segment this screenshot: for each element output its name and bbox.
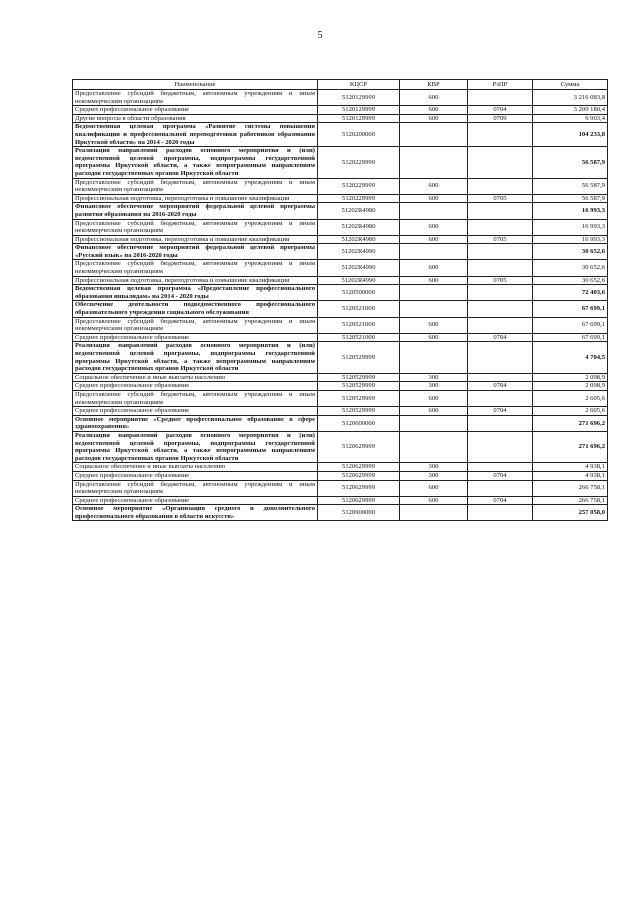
cell-rzpr xyxy=(468,203,533,219)
cell-kvr: 600 xyxy=(400,106,468,115)
cell-name: Реализация направлений расходов основного мероприятия и (или) ведомственной целевой программы, подпрограммы государственной программы Иркутской области, а также непрограммным направлениям расходов государственных органов Иркутской области xyxy=(73,147,318,178)
table-row xyxy=(73,480,608,496)
cell-rzpr xyxy=(468,342,533,373)
cell-sum: 56 587,9 xyxy=(533,147,608,178)
cell-kvr: 600 xyxy=(400,496,468,505)
cell-name: Финансовое обеспечение мероприятий федеральной целевой программы «Русский язык» на 2016-2020 годы xyxy=(73,244,318,260)
cell-kvr: 600 xyxy=(400,480,468,496)
cell-sum: 6 903,4 xyxy=(533,114,608,123)
cell-name: Предоставление субсидий бюджетным, автономным учреждениям и иным некоммерческим организациям xyxy=(73,260,318,276)
header-rzpr: РзПР xyxy=(468,80,533,90)
cell-name: Предоставление субсидий бюджетным, автономным учреждениям и иным некоммерческим организациям xyxy=(73,90,318,106)
cell-kcsr: 51202R4980 xyxy=(318,235,400,244)
cell-kcsr: 51202R4990 xyxy=(318,260,400,276)
cell-kvr xyxy=(400,244,468,260)
table-row xyxy=(73,505,608,521)
cell-name: Среднее профессиональное образование xyxy=(73,471,318,480)
cell-kcsr: 5120521000 xyxy=(318,317,400,333)
table-row xyxy=(73,123,608,147)
cell-sum: 67 699,1 xyxy=(533,301,608,317)
cell-name: Предоставление субсидий бюджетным, автономным учреждениям и иным некоммерческим организациям xyxy=(73,178,318,194)
cell-sum: 16 993,3 xyxy=(533,235,608,244)
cell-kvr: 300 xyxy=(400,373,468,382)
cell-name: Финансовое обеспечение мероприятий федеральной целевой программы развития образования на 2016-2020 годы xyxy=(73,203,318,219)
cell-kcsr: 5120600000 xyxy=(318,415,400,431)
cell-kcsr: 5120521000 xyxy=(318,301,400,317)
cell-kcsr: 5120521000 xyxy=(318,333,400,342)
cell-name: Профессиональная подготовка, переподготовка и повышение квалификации xyxy=(73,235,318,244)
table-row xyxy=(73,276,608,285)
cell-kvr: 600 xyxy=(400,390,468,406)
cell-kvr xyxy=(400,301,468,317)
cell-rzpr xyxy=(468,373,533,382)
cell-name: Реализация направлений расходов основного мероприятия и (или) ведомственной целевой программы, подпрограммы государственной программы Иркутской области, а также непрограммным направлениям расходов государственных органов Иркутской области xyxy=(73,431,318,462)
cell-kcsr: 5120229999 xyxy=(318,178,400,194)
table-row xyxy=(73,496,608,505)
cell-kcsr: 51202R4990 xyxy=(318,276,400,285)
cell-kvr: 300 xyxy=(400,382,468,391)
cell-sum: 2 605,6 xyxy=(533,407,608,416)
table-row xyxy=(73,415,608,431)
cell-kvr: 600 xyxy=(400,276,468,285)
cell-kcsr: 5120229999 xyxy=(318,147,400,178)
cell-kcsr: 5120129999 xyxy=(318,114,400,123)
cell-name: Ведомственная целевая программа «Предоставление профессионального образования инвалидам» на 2014 - 2020 годы xyxy=(73,285,318,301)
cell-sum: 2 098,9 xyxy=(533,382,608,391)
table-row xyxy=(73,317,608,333)
table-row xyxy=(73,301,608,317)
cell-sum: 3 209 180,4 xyxy=(533,106,608,115)
table-row xyxy=(73,471,608,480)
cell-rzpr xyxy=(468,480,533,496)
table-header-row xyxy=(73,80,608,90)
cell-sum: 72 403,6 xyxy=(533,285,608,301)
cell-rzpr xyxy=(468,147,533,178)
cell-kvr: 600 xyxy=(400,194,468,203)
table-row xyxy=(73,235,608,244)
cell-rzpr xyxy=(468,90,533,106)
cell-rzpr: 0704 xyxy=(468,106,533,115)
cell-kvr xyxy=(400,285,468,301)
cell-rzpr xyxy=(468,260,533,276)
cell-name: Основное мероприятие «Среднее профессиональное образование в сфере здравоохранения» xyxy=(73,415,318,431)
cell-kcsr: 51202R4980 xyxy=(318,203,400,219)
cell-kcsr: 5120629999 xyxy=(318,480,400,496)
cell-kcsr: 5120529999 xyxy=(318,373,400,382)
cell-name: Предоставление субсидий бюджетным, автономным учреждениям и иным некоммерческим организациям xyxy=(73,219,318,235)
cell-sum: 56 587,9 xyxy=(533,194,608,203)
cell-sum: 257 058,0 xyxy=(533,505,608,521)
table-body xyxy=(73,90,608,521)
cell-rzpr xyxy=(468,390,533,406)
cell-kvr xyxy=(400,123,468,147)
cell-kvr: 600 xyxy=(400,317,468,333)
cell-rzpr: 0704 xyxy=(468,496,533,505)
cell-rzpr xyxy=(468,505,533,521)
cell-kvr xyxy=(400,203,468,219)
table-row xyxy=(73,382,608,391)
cell-sum: 271 696,2 xyxy=(533,431,608,462)
cell-kvr xyxy=(400,431,468,462)
cell-rzpr xyxy=(468,301,533,317)
cell-name: Реализация направлений расходов основного мероприятия и (или) ведомственной целевой программы, подпрограммы государственной программы Иркутской области, а также непрограммным направлениям расходов государственных органов Иркутской области xyxy=(73,342,318,373)
cell-kvr: 600 xyxy=(400,260,468,276)
page-number: 5 xyxy=(317,30,323,41)
cell-rzpr xyxy=(468,178,533,194)
cell-sum: 3 216 083,8 xyxy=(533,90,608,106)
table-row xyxy=(73,194,608,203)
cell-name: Социальное обеспечение и иные выплаты населению xyxy=(73,373,318,382)
header-sum: Сумма xyxy=(533,80,608,90)
cell-kvr: 300 xyxy=(400,463,468,472)
cell-sum: 67 699,1 xyxy=(533,333,608,342)
cell-sum: 266 758,1 xyxy=(533,480,608,496)
table-row xyxy=(73,333,608,342)
cell-name: Социальное обеспечение и иные выплаты населению xyxy=(73,463,318,472)
cell-sum: 16 993,3 xyxy=(533,203,608,219)
cell-kcsr: 5120529999 xyxy=(318,390,400,406)
cell-kcsr: 51202R4980 xyxy=(318,219,400,235)
cell-kvr: 600 xyxy=(400,114,468,123)
cell-kvr: 600 xyxy=(400,407,468,416)
cell-sum: 30 652,6 xyxy=(533,276,608,285)
cell-name: Ведомственная целевая программа «Развитие системы повышения квалификации и профессиональной переподготовки работников образования Иркутской области» на 2014 - 2020 годы xyxy=(73,123,318,147)
cell-kvr xyxy=(400,147,468,178)
cell-kcsr: 5120629999 xyxy=(318,431,400,462)
cell-kvr: 600 xyxy=(400,333,468,342)
cell-sum: 4 704,5 xyxy=(533,342,608,373)
cell-kcsr: 5120629999 xyxy=(318,463,400,472)
cell-kcsr: 5120129999 xyxy=(318,106,400,115)
cell-kcsr: 5120529999 xyxy=(318,382,400,391)
table-row xyxy=(73,390,608,406)
cell-rzpr xyxy=(468,317,533,333)
table-row xyxy=(73,373,608,382)
cell-kvr xyxy=(400,342,468,373)
cell-sum: 67 699,1 xyxy=(533,317,608,333)
cell-rzpr xyxy=(468,415,533,431)
table-row xyxy=(73,147,608,178)
cell-name: Профессиональная подготовка, переподготовка и повышение квалификации xyxy=(73,276,318,285)
table-row xyxy=(73,244,608,260)
cell-sum: 2 098,9 xyxy=(533,373,608,382)
cell-name: Обеспечение деятельности подведомственного профессионального образовательного учреждения социального обслуживания xyxy=(73,301,318,317)
table-row xyxy=(73,106,608,115)
cell-rzpr: 0705 xyxy=(468,194,533,203)
table-row xyxy=(73,407,608,416)
cell-name: Другие вопросы в области образования xyxy=(73,114,318,123)
cell-kcsr: 5120900000 xyxy=(318,505,400,521)
cell-rzpr: 0704 xyxy=(468,333,533,342)
cell-kvr: 600 xyxy=(400,235,468,244)
cell-rzpr: 0704 xyxy=(468,382,533,391)
cell-kcsr: 5120500000 xyxy=(318,285,400,301)
cell-rzpr xyxy=(468,219,533,235)
cell-kcsr: 5120229999 xyxy=(318,194,400,203)
cell-sum: 104 233,8 xyxy=(533,123,608,147)
cell-name: Среднее профессиональное образование xyxy=(73,106,318,115)
cell-kcsr: 5120200000 xyxy=(318,123,400,147)
cell-kcsr: 5120129999 xyxy=(318,90,400,106)
cell-kcsr: 5120529999 xyxy=(318,342,400,373)
table-row xyxy=(73,285,608,301)
cell-name: Среднее профессиональное образование xyxy=(73,333,318,342)
cell-rzpr: 0709 xyxy=(468,114,533,123)
cell-name: Среднее профессиональное образование xyxy=(73,382,318,391)
table-row xyxy=(73,90,608,106)
cell-rzpr xyxy=(468,463,533,472)
cell-name: Предоставление субсидий бюджетным, автономным учреждениям и иным некоммерческим организациям xyxy=(73,317,318,333)
cell-rzpr: 0704 xyxy=(468,471,533,480)
cell-kvr xyxy=(400,505,468,521)
cell-name: Основное мероприятие «Организация среднего и дополнительного профессионального образования в области искусств» xyxy=(73,505,318,521)
cell-sum: 4 938,1 xyxy=(533,463,608,472)
cell-sum: 30 652,6 xyxy=(533,260,608,276)
cell-name: Профессиональная подготовка, переподготовка и повышение квалификации xyxy=(73,194,318,203)
cell-rzpr xyxy=(468,244,533,260)
cell-name: Предоставление субсидий бюджетным, автономным учреждениям и иным некоммерческим организациям xyxy=(73,480,318,496)
cell-kcsr: 51202R4990 xyxy=(318,244,400,260)
cell-kvr: 300 xyxy=(400,471,468,480)
table-row xyxy=(73,203,608,219)
cell-kvr xyxy=(400,415,468,431)
cell-kvr: 600 xyxy=(400,90,468,106)
cell-sum: 4 938,1 xyxy=(533,471,608,480)
table-row xyxy=(73,431,608,462)
cell-rzpr xyxy=(468,431,533,462)
header-name: Наименование xyxy=(73,80,318,90)
cell-kcsr: 5120529999 xyxy=(318,407,400,416)
header-kcsr: КЦСР xyxy=(318,80,400,90)
cell-sum: 16 993,3 xyxy=(533,219,608,235)
cell-kvr: 600 xyxy=(400,178,468,194)
cell-rzpr: 0704 xyxy=(468,407,533,416)
cell-sum: 56 587,9 xyxy=(533,178,608,194)
table-row xyxy=(73,178,608,194)
cell-kcsr: 5120629999 xyxy=(318,471,400,480)
cell-name: Предоставление субсидий бюджетным, автономным учреждениям и иным некоммерческим организациям xyxy=(73,390,318,406)
header-kvr: КВР xyxy=(400,80,468,90)
cell-rzpr xyxy=(468,123,533,147)
table-row xyxy=(73,463,608,472)
cell-kcsr: 5120629999 xyxy=(318,496,400,505)
table-row xyxy=(73,342,608,373)
cell-kvr: 600 xyxy=(400,219,468,235)
cell-sum: 2 605,6 xyxy=(533,390,608,406)
cell-sum: 30 652,6 xyxy=(533,244,608,260)
cell-rzpr: 0705 xyxy=(468,276,533,285)
table-row xyxy=(73,114,608,123)
budget-table xyxy=(72,79,608,521)
cell-sum: 266 758,1 xyxy=(533,496,608,505)
table-row xyxy=(73,260,608,276)
cell-sum: 271 696,2 xyxy=(533,415,608,431)
cell-rzpr: 0705 xyxy=(468,235,533,244)
cell-rzpr xyxy=(468,285,533,301)
cell-name: Среднее профессиональное образование xyxy=(73,496,318,505)
table-row xyxy=(73,219,608,235)
cell-name: Среднее профессиональное образование xyxy=(73,407,318,416)
